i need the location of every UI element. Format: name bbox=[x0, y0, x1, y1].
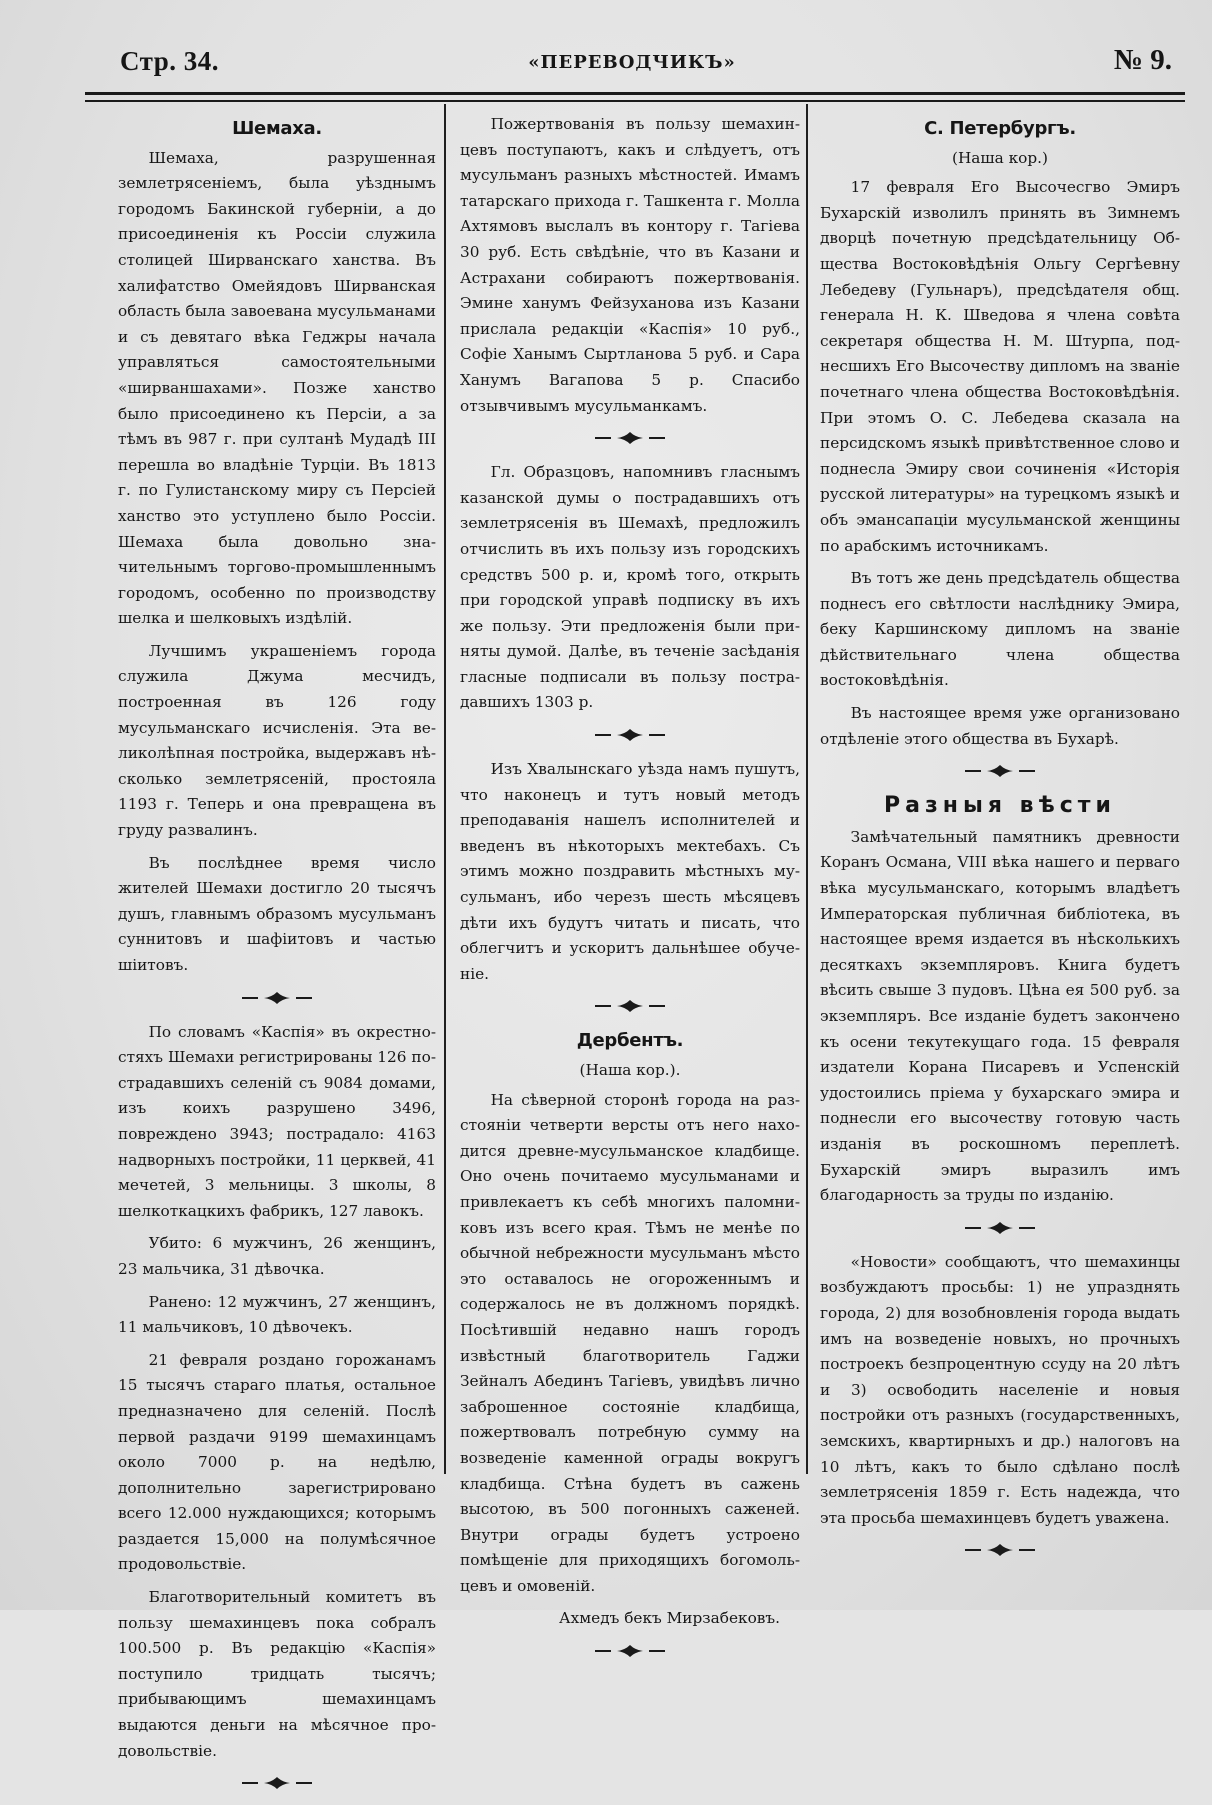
ornament-dash bbox=[649, 1005, 665, 1007]
article-heading: С. Петербургъ. bbox=[924, 118, 1076, 139]
article-paragraph: Пожертвованія въ пользу шемахинцевъ поступаютъ, какъ и слѣдуетъ, отъ мусульманъ разныхъ мѣстностей. Имамъ татарскаго прихода г. Ташкента г. Молла Ахтямовъ выслалъ въ контору г. Тагіева 30 руб. Есть свѣдѣніе, что въ Казани и Астрахани собираютъ пожертвованія. Эмине ханумъ Фейзуханова изъ Казани прислала редакціи «Каспія» 10 руб., Софіе Ханымъ Сыртланова 5 руб. и Сара Ханумъ Вагапова 5 р. Спасибо отзывчивымъ мусульманкамъ. bbox=[460, 115, 800, 415]
article-paragraph: Замѣчательный памятникъ древности Коранъ Османа, VIII вѣка нашего и перваго вѣка мусульманскаго, которымъ владѣетъ Императорская публичная библіотека, въ настоящее время издается въ нѣсколькихъ десяткахъ экземпляровъ. Книга будетъ вѣсить свыше 3 пудовъ. Цѣна ея 500 руб. за экземпляръ. Все изданіе будетъ закончено къ осени текутекущаго года. 15 февраля издатели Корана Писаревъ и Успенскій удостоились пріема у бухарскаго эмира и поднесли его высочеству готовую часть изданія въ роскошномъ переплетѣ. Бухарскій эмиръ выразилъ имъ благодарность за труды по изданію. bbox=[820, 827, 1180, 1205]
ornament-dash bbox=[595, 437, 611, 439]
article-heading: Дербентъ. bbox=[576, 1030, 684, 1052]
diamond-ornament-icon bbox=[987, 1222, 1013, 1234]
article-heading: Шемаха. bbox=[232, 118, 322, 139]
section-divider-ornament bbox=[820, 1216, 1180, 1240]
article-paragraph: Въ тотъ же день предсѣдатель общества поднесъ его свѣтлости наслѣднику Эмира, беку Каршинскому дипломъ на званіе дѣйствительнаго члена общества востоковѣдѣнія. bbox=[820, 569, 1180, 690]
section-divider-ornament bbox=[460, 426, 800, 450]
section-divider-ornament bbox=[460, 1639, 800, 1663]
ornament-dash bbox=[649, 437, 665, 439]
ornament-dash bbox=[649, 1650, 665, 1652]
article-paragraph: 17 февраля Его Высочесгво Эмиръ Бухарскій изволилъ принять въ Зимнемъ дворцѣ почетную предсѣдательницу Общества Востоковѣдѣнія Ольгу Сергѣевну Лебедеву (Гульнаръ), предсѣдателя общ. генерала Н. К. Шведова я члена совѣта секретаря общества Н. М. Штурпа, поднесшихъ Его Высочеству дипломъ на званіе почетнаго члена общества Востоковѣдѣнія. При этомъ О. С. Лебедева сказала на персидскомъ языкѣ привѣтственное слово и поднесла Эмиру свои сочиненія «Исторія русской литературы» на турецкомъ языкѣ и объ эмансапаціи мусульманской женщины по арабскимъ источникамъ. bbox=[820, 178, 1180, 555]
article-paragraph: На сѣверной сторонѣ города на разстояніи четверти версты отъ него находится древне-мусульманское кладбище. Оно очень почитаемо мусульманами и привлекаетъ къ себѣ многихъ паломниковъ изъ всего края. Тѣмъ не менѣе по обычной небрежности мусульманъ мѣсто это оставалось не огороженнымъ и содержалось не въ должномъ порядкѣ. Посѣтившій недавно нашъ городъ извѣстный благотворитель Гаджи Зейналъ Абединъ Тагіевъ, увидѣвъ лично заброшенное состояніе кладбища, пожертвовалъ потребную сумму на возведеніе каменной ограды вокругъ кладбища. Стѣна будетъ въ сажень высотою, въ 500 погонныхъ саженей. Внутри ограды будетъ устроено помѣщеніе для приходящихъ богомольцевъ и омовеній. bbox=[460, 1090, 800, 1595]
header-rule-top bbox=[85, 92, 1185, 95]
ornament-dash bbox=[965, 1549, 981, 1551]
column-1 bbox=[118, 112, 436, 1805]
ornament-dash bbox=[1019, 1227, 1035, 1229]
issue-number: № 9. bbox=[1113, 44, 1172, 76]
ornament-dash bbox=[1019, 1549, 1035, 1551]
page-header bbox=[92, 36, 1172, 96]
author-signature: Ахмедъ бекъ Мирзабековъ. bbox=[559, 1609, 780, 1628]
column-2 bbox=[460, 112, 800, 1673]
article-paragraph: 21 февраля роздано горожанамъ 15 тысячъ стараго платья, остальное предназначено для селеній. Послѣ первой раздачи 9199 шемахинцамъ около 7000 р. на недѣлю, дополнительно зарегистрировано всего 12.000 нуждающихся; которымъ раздается 15,000 на полумѣсячное продовольствіе. bbox=[118, 1350, 436, 1574]
ornament-dash bbox=[595, 734, 611, 736]
ornament-dash bbox=[965, 1227, 981, 1229]
section-divider-ornament bbox=[820, 1538, 1180, 1562]
column-3 bbox=[820, 112, 1180, 1572]
column-divider-right bbox=[806, 104, 808, 1474]
section-divider-ornament bbox=[460, 994, 800, 1018]
correspondent-note: (Наша кор.) bbox=[951, 148, 1049, 167]
ornament-dash bbox=[649, 734, 665, 736]
diamond-ornament-icon bbox=[264, 992, 290, 1004]
article-heading: Разныя вѣсти bbox=[884, 793, 1116, 819]
article-paragraph: Убито: 6 мужчинъ, 26 женщинъ, 23 мальчика, 31 дѣвочка. bbox=[118, 1234, 436, 1278]
diamond-ornament-icon bbox=[264, 1777, 290, 1789]
article-paragraph: Въ настоящее время уже организовано отдѣленіе этого общества въ Бухарѣ. bbox=[820, 704, 1180, 748]
ornament-dash bbox=[296, 1782, 312, 1784]
diamond-ornament-icon bbox=[617, 432, 643, 444]
column-divider-left bbox=[444, 104, 446, 1474]
section-divider-ornament bbox=[118, 1771, 436, 1795]
page-number: Стр. 34. bbox=[120, 46, 220, 76]
ornament-dash bbox=[595, 1005, 611, 1007]
article-paragraph: По словамъ «Каспія» въ окрестностяхъ Шемахи регистрированы 126 пострадавшихъ селеній съ 9084 домами, изъ коихъ разрушено 3496, повреждено 3943; пострадало: 4163 надворныхъ постройки, 11 церквей, 41 мечетей, 3 мельницы. 3 школы, 8 шелкоткацкихъ фабрикъ, 127 лавокъ. bbox=[118, 1022, 436, 1220]
article-paragraph: Ранено: 12 мужчинъ, 27 женщинъ, 11 мальчиковъ, 10 дѣвочекъ. bbox=[118, 1292, 436, 1337]
diamond-ornament-icon bbox=[617, 1645, 643, 1657]
ornament-dash bbox=[1019, 770, 1035, 772]
correspondent-note: (Наша кор.). bbox=[579, 1061, 681, 1079]
ornament-dash bbox=[965, 770, 981, 772]
diamond-ornament-icon bbox=[617, 1000, 643, 1012]
article-paragraph: Гл. Образцовъ, напомнивъ гласнымъ казанской думы о пострадавшихъ отъ землетрясенія въ Шемахѣ, предложилъ отчислить въ ихъ пользу изъ городскихъ средствъ 500 р. и, кромѣ того, открыть при городской управѣ подписку въ ихъ же пользу. Эти предложенія были приняты думой. Далѣе, въ теченіе засѣданія гласные подписали въ пользу пострадавшихъ 1303 р. bbox=[460, 463, 800, 712]
section-divider-ornament bbox=[460, 723, 800, 747]
diamond-ornament-icon bbox=[617, 729, 643, 741]
header-rule-bottom bbox=[85, 100, 1185, 102]
article-paragraph: Изъ Хвалынскаго уѣзда намъ пушутъ, что наконецъ и тутъ новый методъ преподаванія нашелъ исполнителей и введенъ въ нѣкоторыхъ мектебахъ. Съ этимъ можно поздравить мѣстныхъ мусульманъ, ибо черезъ шесть мѣсяцевъ дѣти ихъ будутъ читать и писать, что облегчитъ и ускоритъ дальнѣшее обученіе. bbox=[460, 760, 800, 983]
article-paragraph: Въ послѣднее время число жителей Шемахи достигло 20 тысячъ душъ, главнымъ образомъ мусульманъ суннитовъ и шафіитовъ и частью шіитовъ. bbox=[118, 853, 436, 974]
diamond-ornament-icon bbox=[987, 765, 1013, 777]
section-divider-ornament bbox=[820, 759, 1180, 783]
ornament-dash bbox=[242, 1782, 258, 1784]
diamond-ornament-icon bbox=[987, 1544, 1013, 1556]
section-divider-ornament bbox=[118, 986, 436, 1010]
article-paragraph: Лучшимъ украшеніемъ города служила Джума месчидъ, построенная въ 126 году мусульманскаго исчисленія. Эта великолѣпная постройка, выдержавъ нѣсколько землетрясеній, простояла 1193 г. Теперь и она превращена въ груду развалинъ. bbox=[118, 641, 436, 840]
article-paragraph: «Новости» сообщаютъ, что шемахинцы возбуждаютъ просьбы: 1) не упразднять города, 2) для возобновленія города выдать имъ на возведеніе новыхъ, но прочныхъ построекъ безпроцентную ссуду на 20 лѣтъ и 3) освободить населеніе и новыя постройки отъ разныхъ (государственныхъ, земскихъ, квартирныхъ и др.) налоговъ на 10 лѣтъ, какъ то было сдѣлано послѣ землетрясенія 1859 г. Есть надежда, что эта просьба шемахинцевъ будетъ уважена. bbox=[820, 1252, 1180, 1527]
article-paragraph: Шемаха, разрушенная землетрясеніемъ, была уѣзднымъ городомъ Бакинской губерніи, а до присоединенія къ Россіи служила столицей Ширванскаго ханства. Въ халифатство Омейядовъ Ширванская область была завоевана мусульманами и съ девятаго вѣка Геджры начала управляться самостоятельными «ширваншахами». Позже ханство было присоединено къ Персіи, а за тѣмъ въ 987 г. при султанѣ Мудадѣ III перешла во владѣніе Турціи. Въ 1813 г. по Гулистанскому миру съ Персіей ханство это уступлено было Россіи. Шемаха была довольно значительнымъ торгово-промышленнымъ городомъ, особенно по производству шелка и шелковыхъ издѣлій. bbox=[118, 148, 436, 628]
ornament-dash bbox=[296, 997, 312, 999]
ornament-dash bbox=[595, 1650, 611, 1652]
article-paragraph: Благотворительный комитетъ въ пользу шемахинцевъ пока собралъ 100.500 р. Въ редакцію «Каспія» поступило тридцать тысячъ; прибывающимъ шемахинцамъ выдаются деньги на мѣсячное продовольствіе. bbox=[118, 1588, 436, 1760]
ornament-dash bbox=[242, 997, 258, 999]
newspaper-title: «ПЕРЕВОДЧИКЪ» bbox=[528, 52, 736, 73]
